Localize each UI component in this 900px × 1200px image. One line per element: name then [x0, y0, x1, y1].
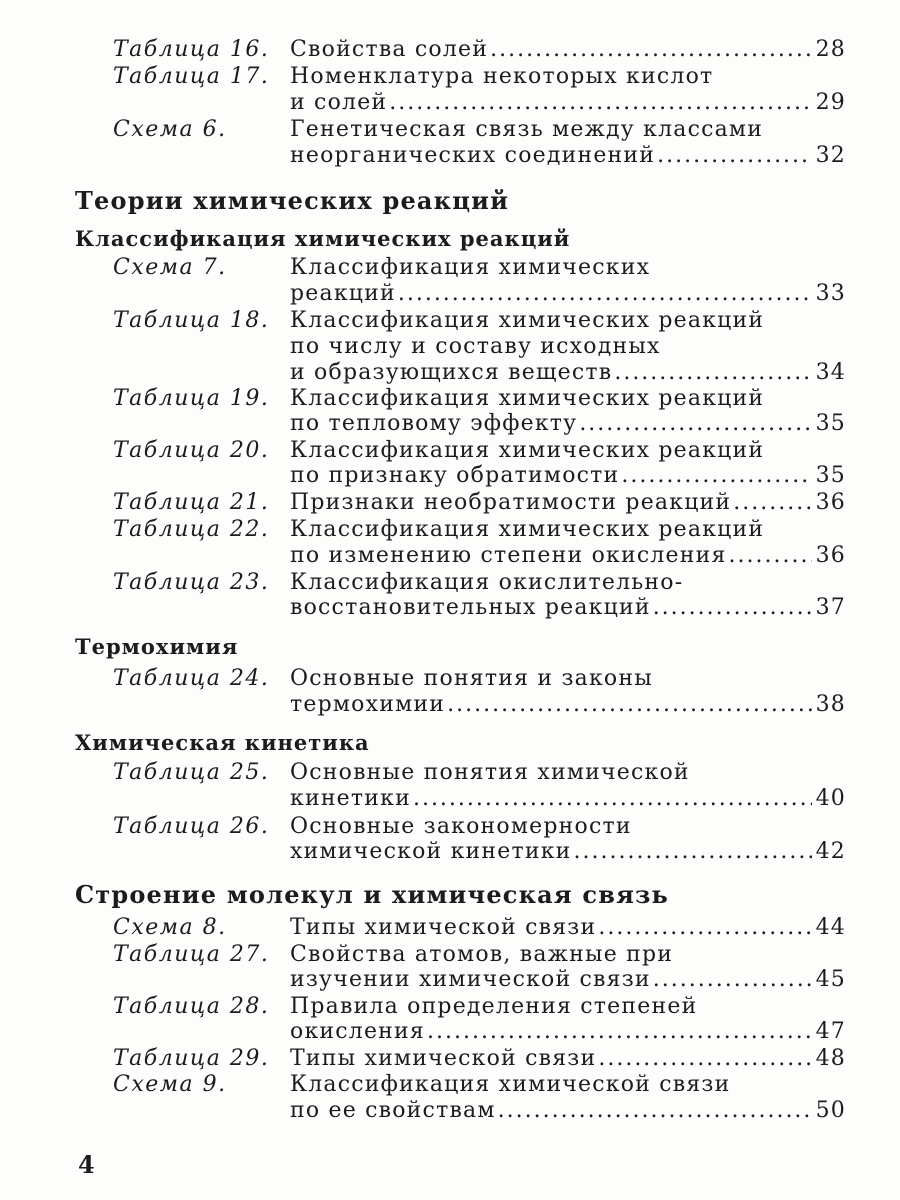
entry-label: Таблица 25. — [113, 760, 270, 785]
entry-title: Типы химической связи — [290, 1046, 597, 1071]
entry-title: Типы химической связи — [290, 915, 597, 940]
page-number: 35 — [815, 463, 846, 488]
entry-label: Таблица 27. — [113, 942, 270, 967]
entry-title: и солей — [290, 90, 388, 115]
toc-entry-cont — [290, 691, 846, 719]
toc-entry-cont — [290, 410, 846, 438]
toc-entry-cont — [290, 1018, 846, 1046]
leader-dots — [447, 691, 811, 719]
entry-label: Таблица 17. — [113, 64, 270, 89]
leader-dots — [733, 489, 811, 517]
toc-entry-cont — [290, 542, 846, 570]
page-number: 36 — [815, 543, 846, 568]
entry-title: Классификация химических реакций — [290, 438, 765, 463]
leader-dots — [598, 914, 811, 942]
entry-label: Схема 6. — [113, 117, 227, 142]
page-number: 34 — [815, 360, 846, 385]
entry-label: Таблица 22. — [113, 517, 270, 542]
leader-dots — [498, 1097, 812, 1125]
entry-title: Классификация химической связи — [290, 1072, 731, 1097]
toc-entry — [113, 516, 846, 544]
leader-dots — [413, 785, 812, 813]
toc-entry — [113, 307, 846, 335]
entry-title: по ее свойствам — [290, 1098, 496, 1123]
page-folio: 4 — [78, 1150, 95, 1179]
toc-entry — [113, 116, 846, 144]
toc-entry — [113, 759, 846, 787]
entry-title: Классификация химических — [290, 255, 651, 280]
entry-title: Классификация окислительно- — [290, 570, 684, 595]
entry-label: Схема 8. — [113, 915, 227, 940]
entry-label: Схема 7. — [113, 255, 227, 280]
toc-entry-cont — [290, 359, 846, 387]
entry-title: Основные закономерности — [290, 814, 632, 839]
entry-label: Таблица 23. — [113, 570, 270, 595]
subsection-heading: Классификация химических реакций — [75, 226, 571, 251]
entry-title: Основные понятия и законы — [290, 666, 653, 691]
toc-entry-cont — [290, 89, 846, 117]
entry-label: Таблица 28. — [113, 994, 270, 1019]
section-heading: Теории химических реакций — [75, 186, 510, 215]
entry-label: Таблица 24. — [113, 666, 270, 691]
entry-label: Таблица 26. — [113, 814, 270, 839]
leader-dots — [598, 1045, 811, 1073]
entry-title: термохимии — [290, 692, 446, 717]
entry-title: изучении химической связи — [290, 967, 651, 992]
entry-title: Свойства солей — [290, 37, 489, 62]
entry-label: Таблица 18. — [113, 308, 270, 333]
entry-label: Таблица 21. — [113, 490, 270, 515]
entry-label: Таблица 19. — [113, 386, 270, 411]
entry-title: Правила определения степеней — [290, 994, 698, 1019]
entry-title: Номенклатура некоторых кислот — [290, 64, 714, 89]
toc-entry — [113, 63, 846, 91]
toc-entry — [113, 1045, 846, 1073]
leader-dots — [657, 142, 811, 170]
toc-entry-cont — [290, 966, 846, 994]
page-number: 42 — [815, 839, 846, 864]
page-number: 40 — [815, 786, 846, 811]
toc-entry-cont — [290, 838, 846, 866]
page-number: 28 — [815, 37, 846, 62]
page-number: 38 — [815, 692, 846, 717]
page-number: 29 — [815, 90, 846, 115]
page-number: 45 — [815, 967, 846, 992]
leader-dots — [614, 359, 811, 387]
page-number: 36 — [815, 490, 846, 515]
entry-title: Классификация химических реакций — [290, 386, 765, 411]
toc-entry — [113, 437, 846, 465]
entry-title: Классификация химических реакций — [290, 308, 765, 333]
entry-title: Основные понятия химической — [290, 760, 690, 785]
entry-label: Таблица 29. — [113, 1046, 270, 1071]
entry-title: Классификация химических реакций — [290, 517, 765, 542]
page-number: 35 — [815, 411, 846, 436]
toc-entry — [113, 489, 846, 517]
entry-label: Таблица 16. — [113, 37, 270, 62]
entry-title: химической кинетики — [290, 839, 572, 864]
entry-title: по изменению степени окисления — [290, 543, 727, 568]
entry-title: по числу и составу исходных — [290, 334, 661, 359]
toc-entry — [113, 385, 846, 413]
entry-title: Свойства атомов, важные при — [290, 942, 674, 967]
leader-dots — [729, 542, 812, 570]
section-heading: Строение молекул и химическая связь — [75, 880, 669, 909]
toc-entry-cont — [290, 333, 846, 361]
subsection-heading: Химическая кинетика — [75, 730, 370, 755]
toc-entry — [113, 36, 846, 64]
page-number: 33 — [815, 281, 846, 306]
leader-dots — [653, 594, 812, 622]
leader-dots — [653, 966, 812, 994]
leader-dots — [490, 36, 811, 64]
toc-entry-cont — [290, 462, 846, 490]
toc-entry — [113, 993, 846, 1021]
entry-title: реакций — [290, 281, 396, 306]
entry-title: восстановительных реакций — [290, 595, 651, 620]
entry-title: по признаку обратимости — [290, 463, 620, 488]
toc-entry — [113, 569, 846, 597]
page-number: 48 — [815, 1046, 846, 1071]
entry-title: кинетики — [290, 786, 411, 811]
toc-entry-cont — [290, 280, 846, 308]
page-number: 50 — [815, 1098, 846, 1123]
leader-dots — [574, 838, 812, 866]
entry-label: Таблица 20. — [113, 438, 270, 463]
toc-entry — [113, 665, 846, 693]
page-number: 44 — [815, 915, 846, 940]
toc-entry-cont — [290, 142, 846, 170]
entry-label: Схема 9. — [113, 1072, 227, 1097]
page-number: 47 — [815, 1019, 846, 1044]
entry-title: Признаки необратимости реакций — [290, 490, 732, 515]
toc-entry — [113, 254, 846, 282]
page-number: 32 — [815, 143, 846, 168]
leader-dots — [389, 89, 811, 117]
leader-dots — [621, 462, 811, 490]
toc-entry — [113, 813, 846, 841]
toc-entry-cont — [290, 594, 846, 622]
entry-title: и образующихся веществ — [290, 360, 613, 385]
entry-title: по тепловому эффекту — [290, 411, 578, 436]
toc-entry — [113, 914, 846, 942]
toc-entry — [113, 941, 846, 969]
page-number: 37 — [815, 595, 846, 620]
leader-dots — [427, 1018, 812, 1046]
leader-dots — [579, 410, 811, 438]
toc-entry — [113, 1071, 846, 1099]
entry-title: Генетическая связь между классами — [290, 117, 764, 142]
entry-title: неорганических соединений — [290, 143, 656, 168]
leader-dots — [398, 280, 812, 308]
entry-title: окисления — [290, 1019, 425, 1044]
toc-entry-cont — [290, 1097, 846, 1125]
subsection-heading: Термохимия — [75, 634, 239, 659]
toc-entry-cont — [290, 785, 846, 813]
